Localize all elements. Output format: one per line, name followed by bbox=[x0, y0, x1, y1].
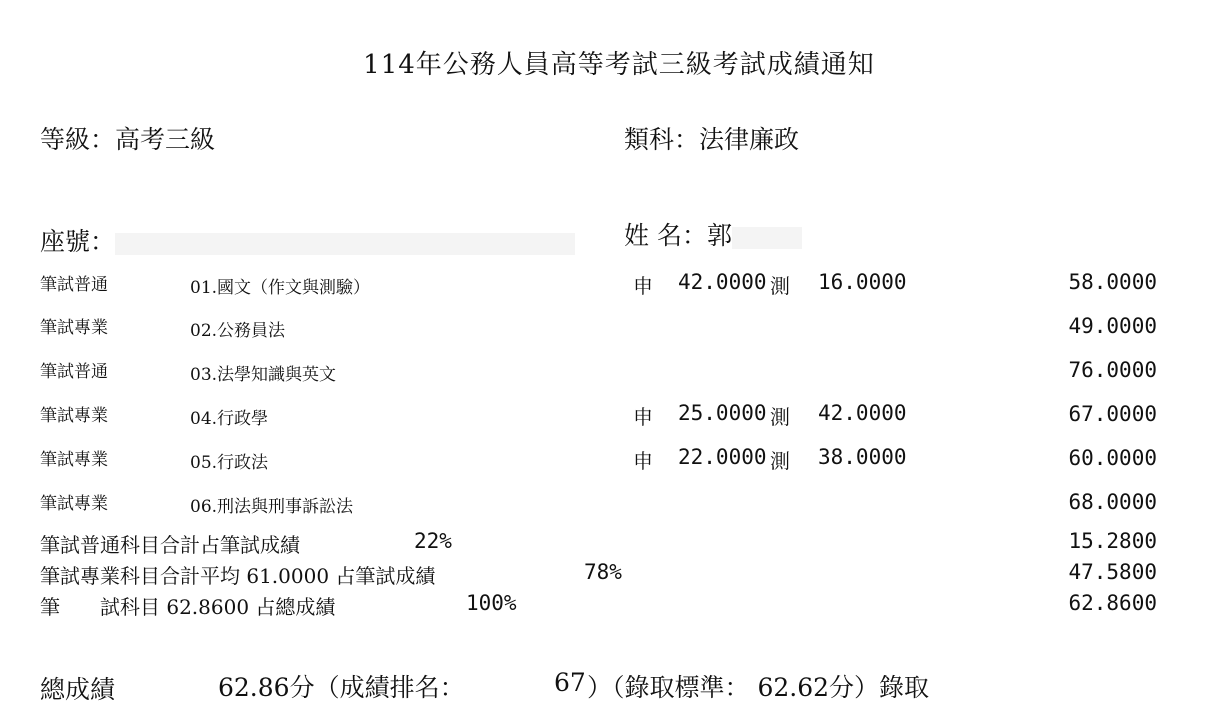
test-label: 測 bbox=[770, 274, 790, 298]
summary-written-weight: 100% bbox=[466, 591, 517, 615]
seat-field bbox=[40, 222, 575, 258]
subject-score: 58.0000 bbox=[1068, 270, 1157, 294]
essay-score: 42.0000 bbox=[678, 270, 767, 294]
subject-type: 筆試普通 bbox=[40, 275, 108, 295]
name-label: 姓 名： bbox=[624, 221, 707, 250]
subject-score: 68.0000 bbox=[1068, 490, 1157, 514]
category-label: 類科： bbox=[624, 125, 700, 154]
name-field bbox=[624, 216, 802, 252]
test-label: 測 bbox=[770, 449, 790, 473]
test-score: 16.0000 bbox=[818, 270, 907, 294]
essay-label: 申 bbox=[633, 405, 653, 429]
summary-professional-weight: 78% bbox=[584, 560, 622, 584]
total-rank: 67 bbox=[554, 668, 586, 697]
subject-type: 筆試專業 bbox=[40, 318, 108, 338]
subject-name: 04.行政學 bbox=[190, 409, 269, 429]
subject-type: 筆試專業 bbox=[40, 494, 108, 514]
summary-general-weight: 22% bbox=[414, 529, 452, 553]
essay-score: 22.0000 bbox=[678, 445, 767, 469]
seat-value-redacted bbox=[115, 233, 575, 255]
subject-type: 筆試專業 bbox=[40, 450, 108, 470]
total-standard-text: ）（錄取標準： 62.62分）錄取 bbox=[587, 673, 930, 702]
summary-written-label: 筆 試科目 62.8600 占總成績 bbox=[40, 595, 336, 619]
total-score-text: 62.86分（成績排名： bbox=[218, 673, 465, 702]
test-score: 38.0000 bbox=[818, 445, 907, 469]
essay-label: 申 bbox=[633, 274, 653, 298]
test-label: 測 bbox=[770, 405, 790, 429]
subject-score: 76.0000 bbox=[1068, 358, 1157, 382]
total-label: 總成績 bbox=[40, 675, 116, 704]
summary-general-label: 筆試普通科目合計占筆試成績 bbox=[40, 533, 300, 557]
summary-professional-value: 47.5800 bbox=[1068, 560, 1157, 584]
test-score: 42.0000 bbox=[818, 401, 907, 425]
subject-name: 05.行政法 bbox=[190, 453, 269, 473]
summary-written-value: 62.8600 bbox=[1068, 591, 1157, 615]
grade-value: 高考三級 bbox=[115, 125, 216, 154]
subject-name: 06.刑法與刑事訴訟法 bbox=[190, 497, 354, 517]
subject-name: 03.法學知識與英文 bbox=[190, 365, 337, 385]
category-value: 法律廉政 bbox=[699, 125, 800, 154]
subject-name: 01.國文（作文與測驗） bbox=[190, 278, 371, 298]
page-title: 114年公務人員高等考試三級考試成績通知 bbox=[363, 50, 875, 80]
essay-label: 申 bbox=[633, 449, 653, 473]
grade-field bbox=[40, 120, 215, 156]
grade-label: 等級： bbox=[40, 125, 116, 154]
seat-label: 座號： bbox=[40, 227, 116, 256]
subject-name: 02.公務員法 bbox=[190, 321, 286, 341]
subject-score: 60.0000 bbox=[1068, 446, 1157, 470]
category-field bbox=[624, 120, 799, 156]
subject-score: 49.0000 bbox=[1068, 314, 1157, 338]
subject-score: 67.0000 bbox=[1068, 402, 1157, 426]
name-redacted bbox=[732, 227, 802, 249]
summary-professional-label: 筆試專業科目合計平均 61.0000 占筆試成績 bbox=[40, 564, 436, 588]
essay-score: 25.0000 bbox=[678, 401, 767, 425]
subject-type: 筆試專業 bbox=[40, 406, 108, 426]
name-value: 郭 bbox=[706, 221, 732, 250]
summary-general-value: 15.2800 bbox=[1068, 529, 1157, 553]
subject-type: 筆試普通 bbox=[40, 362, 108, 382]
